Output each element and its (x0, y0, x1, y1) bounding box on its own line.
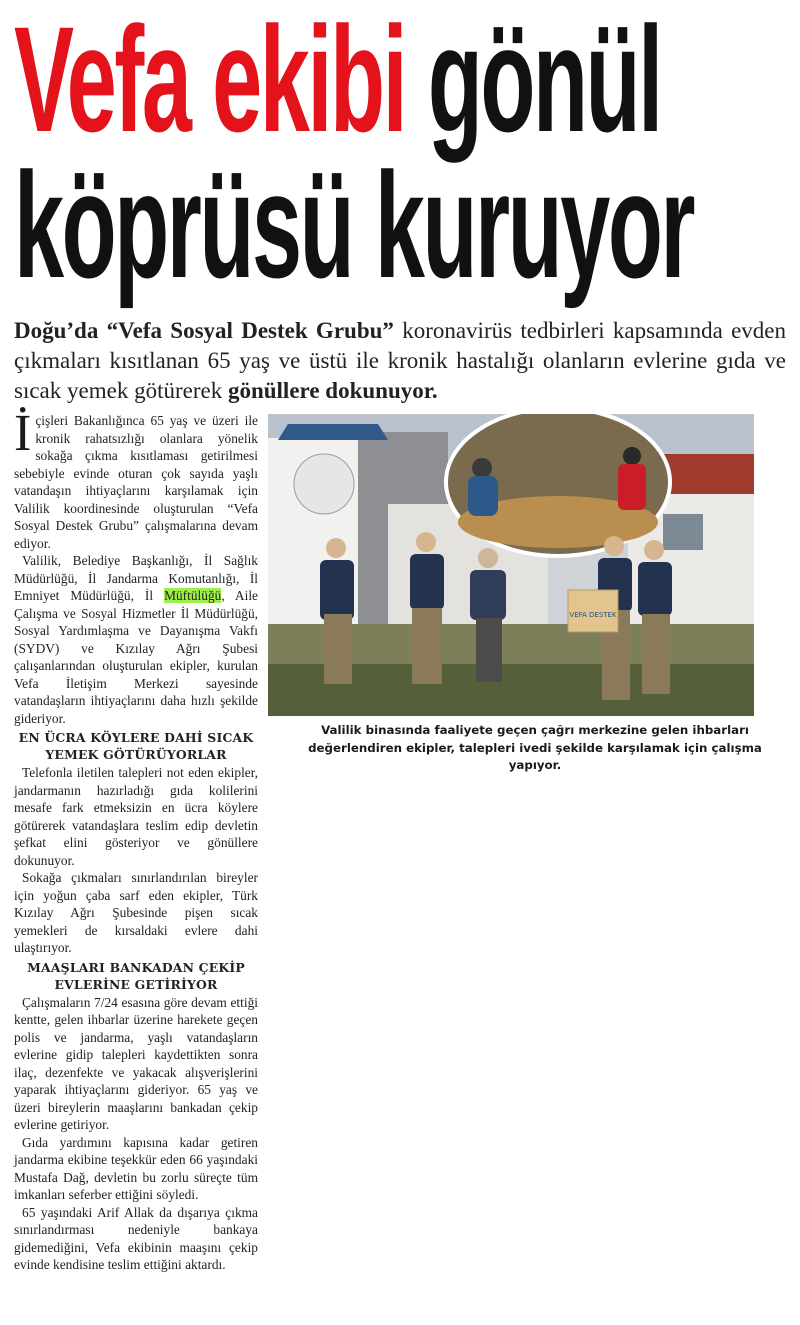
deck-bold-end: gönüllere dokunuyor. (227, 378, 438, 403)
headline (14, 0, 694, 309)
deck (14, 316, 786, 406)
article-paragraph: Sokağa çıkmaları sınırlandırılan bireyler için yoğun çaba sarf eden ekipler, Türk Kızılay Ağrı Şubesinde pişen sıcak yemekleri de kırsaldaki evlere dahi ulaştırıyor. (14, 870, 258, 955)
article-paragraph: İçişleri Bakanlığınca 65 yaş ve üzeri ile kronik rahatsızlığı olanlara yönelik sokağa çıkma kısıtlaması getirilmesi sebebiyle evinde oturan çok sayıda yaşlı vatandaşın ihtiyaçlarını karşılamak için Valilik koordinesinde oluşturulan “Vefa Sosyal Destek Grubu” çalışmalarına devam ediyor. (14, 405, 258, 551)
headline-red-part: Vefa ekibi (14, 0, 406, 163)
article-paragraph: Çalışmaların 7/24 esasına göre devam ettiği kentte, gelen ihbarlar üzerine harekete geçen polis ve jandarma, yaşlı vatandaşların evlerine gidip talepleri kaydettikten sonra ilaç, dezenfekte ve yakacak alışverişlerini yaparak ihtiyaçlarını gideriyor. 65 yaş ve üzeri bireylerin maaşlarını bankadan çekip evlerine getiriyor. (14, 994, 258, 1132)
deck-text: koronavirüs tedbirleri kapsamında evden çıkmaları kısıtlanan 65 yaş ve üstü ile kronik hastalığı olanların evlerine gıda ve sıcak yemek götürerek (14, 318, 786, 403)
highlighted-word: Müftülüğü (164, 588, 222, 603)
article-paragraph: Valilik, Belediye Başkanlığı, İl Sağlık Müdürlüğü, İl Jandarma Komutanlığı, İl Emniyet Müdürlüğü, İl Müftülüğü, Aile Çalışma ve Sosyal Hizmetler İl Müdürlüğü, Sosyal Yardımlaşma ve Dayanışma Vakfı (SYDV) ve Kızılay Ağrı Şubesi çalışanlarından oluşturulan ekipler, kurulan Vefa İletişim Merkezi sayesinde vatandaşların ihtiyaçlarını daha hızlı şekilde gideriyor. (14, 553, 258, 726)
photo-illustration (268, 414, 754, 716)
subheading: EN ÜCRA KÖYLERE DAHİ SICAK YEMEK GÖTÜRÜYORLAR (18, 730, 254, 762)
article-body (14, 405, 258, 1274)
article-paragraph: 65 yaşındaki Arif Allak da dışarıya çıkma sınırlandırması nedeniyle bankaya gidemediğini, Vefa ekibinin maaşını çekip evinde kendisine teslim ettiğini aktardı. (14, 1204, 258, 1272)
headline-line-2: köprüsü kuruyor (14, 141, 694, 309)
photo-caption: Valilik binasında faaliyete geçen çağrı merkezine gelen ihbarları değerlendiren ekipler, talepleri ivedi şekilde karşılamak için çalışma yapıyor. (308, 723, 762, 772)
article-paragraph: Telefonla iletilen talepleri not eden ekipler, jandarmanın hazırladığı gıda kolilerini mesafe fark etmeksizin en ücra köylere götürerek vatandaşlara teslim edip devletin şefkat elini gösteriyor ve gönüllere dokunuyor. (14, 765, 258, 868)
news-photo (268, 414, 754, 716)
deck-bold-lead: Doğu’da “Vefa Sosyal Destek Grubu” (14, 318, 394, 343)
photo-box-label: VEFA DESTEK (569, 611, 617, 619)
article-paragraph: Gıda yardımını kapısına kadar getiren jandarma ekibine teşekkür eden 66 yaşındaki Mustafa Dağ, devletin bu zorlu süreçte tüm imkanları seferber ettiğini söyledi. (14, 1134, 258, 1202)
headline-black-part-1: gönül (427, 0, 661, 163)
headline-line-1 (14, 0, 661, 163)
dropcap: İ (14, 405, 32, 462)
subheading: MAAŞLARI BANKADAN ÇEKİP EVLERİNE GETİRİYOR (27, 959, 245, 992)
